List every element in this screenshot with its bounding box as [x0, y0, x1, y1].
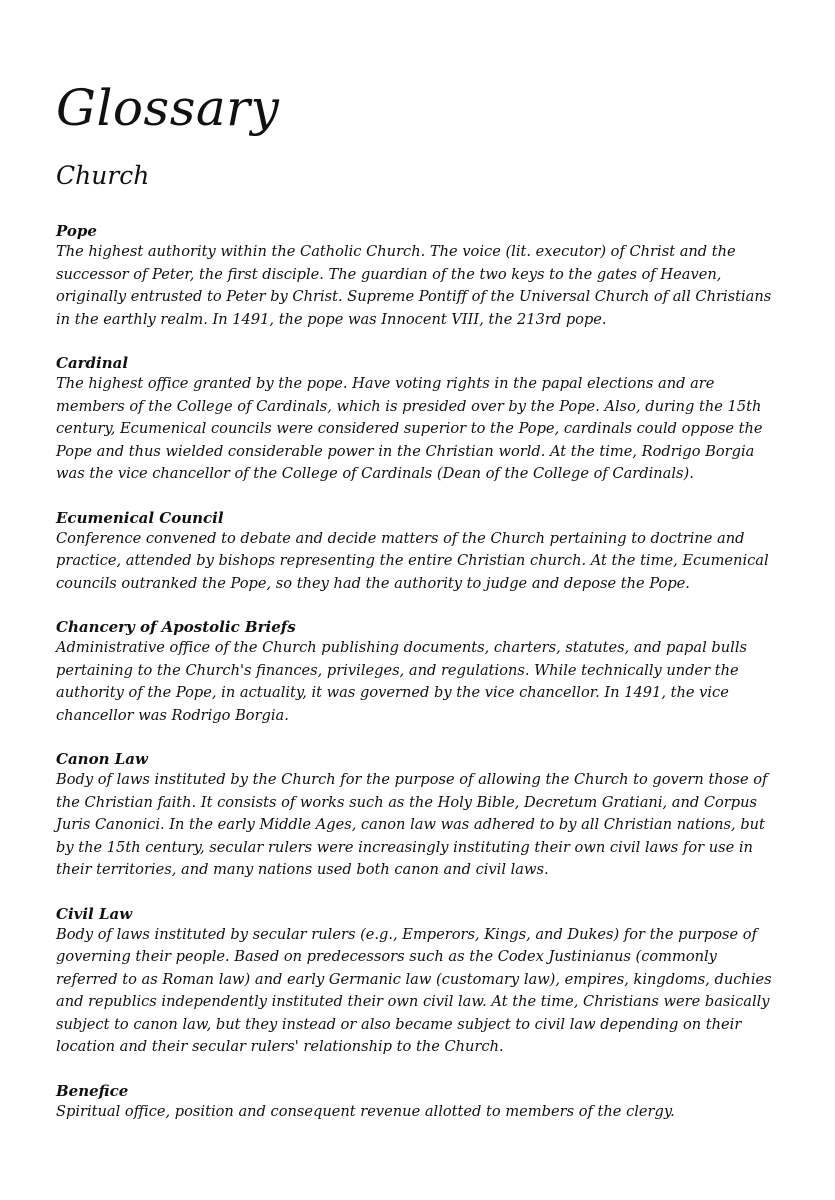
entry-definition: Spiritual office, position and consequent revenue allotted to members of the clergy. — [56, 1102, 675, 1120]
entry-term: Chancery of Apostolic Briefs — [56, 618, 296, 636]
glossary-entry-pope — [56, 222, 781, 331]
entry-definition: Conference convened to debate and decide matters of the Church pertaining to doctrine and practice, attended by bishops representing the entire Christian church. At the time, Ecumenical councils outranked the Pope, so they had the authority to judge and depose the Pope. — [56, 529, 769, 592]
glossary-entry-canon-law — [56, 750, 781, 882]
entry-term: Civil Law — [56, 904, 133, 923]
entry-term: Ecumenical Council — [56, 508, 224, 527]
glossary-entry-civil-law — [56, 905, 781, 1059]
section-title: Church — [56, 161, 150, 190]
entry-definition: Administrative office of the Church publishing documents, charters, statutes, and papal bulls pertaining to the Church's finances, privileges, and regulations. While technically under the authority of the Pope, in actuality, it was governed by the vice chancellor. In 1491, the vice chancellor was Rodrigo Borgia. — [56, 639, 747, 724]
entry-definition: Body of laws instituted by the Church for the purpose of allowing the Church to govern those of the Christian faith. It consists of works such as the Holy Bible, Decretum Gratiani, and Corpus Juris Canonici. In the early Middle Ages, canon law was adhered to by all Christian nations, but by the 15th century, secular rulers were increasingly instituting their own civil laws for use in their territories, and many nations used both canon and civil laws. — [56, 771, 768, 878]
entry-term: Benefice — [56, 1081, 129, 1100]
entry-term: Canon Law — [56, 750, 148, 768]
entry-definition: Body of laws instituted by secular rulers (e.g., Emperors, Kings, and Dukes) for the purpose of governing their people. Based on predecessors such as the Codex Justinianus (commonly referred to as Roman law) and early Germanic law (customary law), empires, kingdoms, duchies and republics independently instituted their own civil law. At the time, Christians were basically subject to canon law, but they instead or also became subject to civil law depending on their location and their secular rulers' relationship to the Church. — [56, 925, 772, 1055]
glossary-entry-chancery — [56, 618, 781, 727]
glossary-page — [56, 78, 781, 1146]
entry-definition: The highest authority within the Catholic Church. The voice (lit. executor) of Christ and the successor of Peter, the first disciple. The guardian of the two keys to the gates of Heaven, originally entrusted to Peter by Christ. Supreme Pontiff of the Universal Church of all Christians in the earthly realm. In 1491, the pope was Innocent VIII, the 213rd pope. — [56, 243, 772, 328]
entry-term: Pope — [56, 222, 97, 240]
page-title: Glossary — [56, 79, 280, 137]
glossary-entry-ecumenical-council — [56, 509, 781, 596]
glossary-entry-cardinal — [56, 354, 781, 486]
glossary-entry-benefice — [56, 1082, 781, 1124]
entry-definition: The highest office granted by the pope. Have voting rights in the papal elections and are members of the College of Cardinals, which is presided over by the Pope. Also, during the 15th century, Ecumenical councils were considered superior to the Pope, cardinals could oppose the Pope and thus wielded considerable power in the Christian world. At the time, Rodrigo Borgia was the vice chancellor of the College of Cardinals (Dean of the College of Cardinals). — [56, 375, 763, 482]
entry-term: Cardinal — [56, 354, 129, 372]
